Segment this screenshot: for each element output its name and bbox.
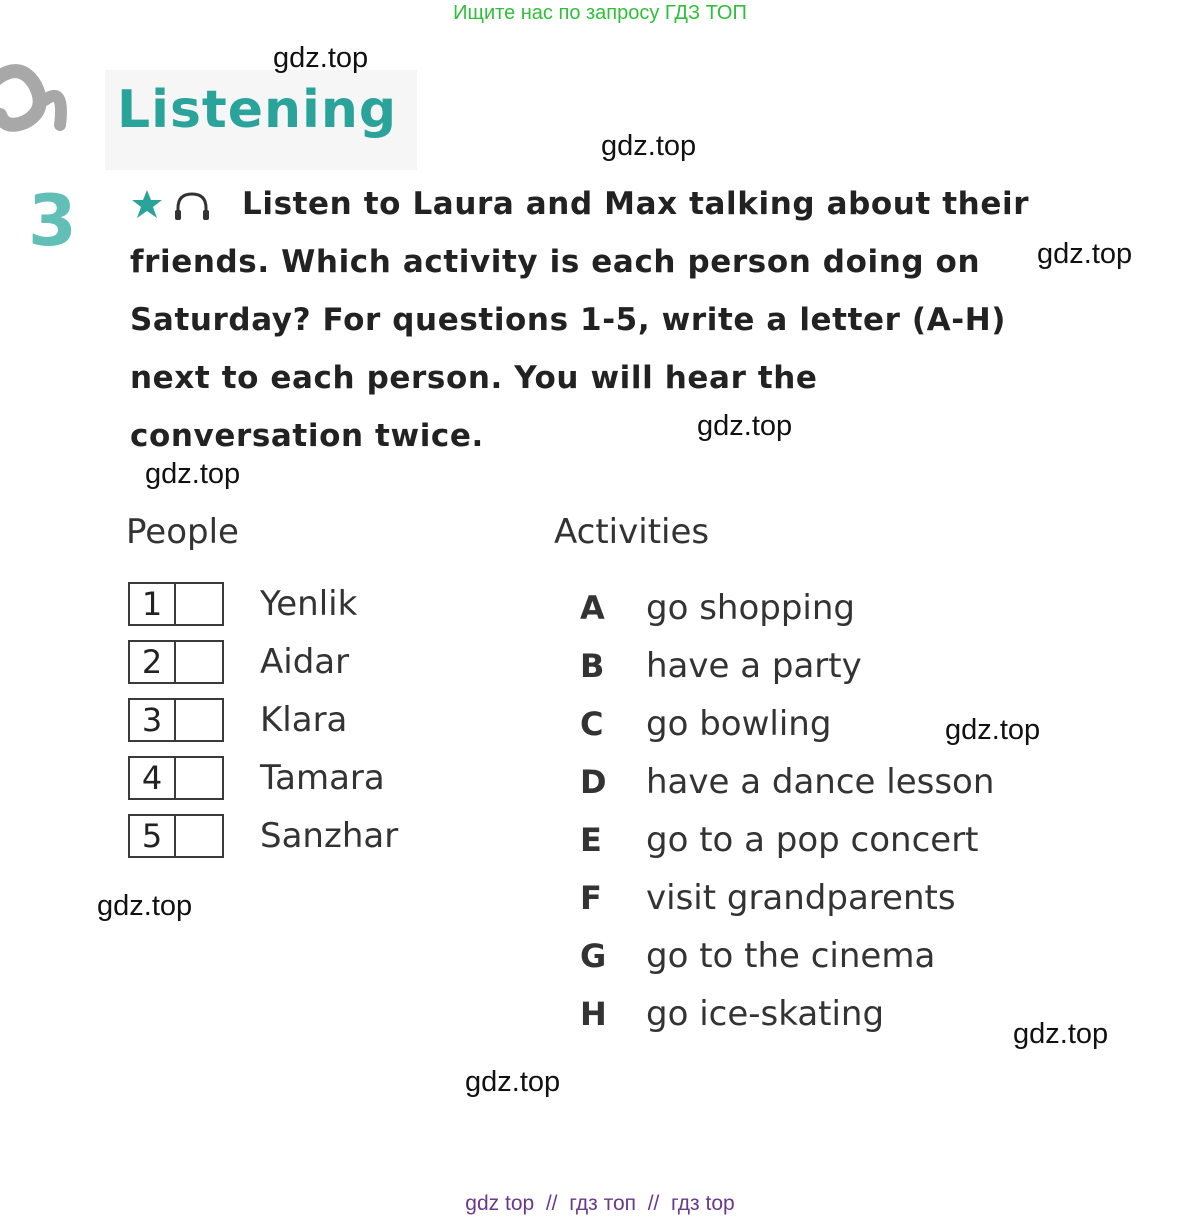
activity-text: go shopping: [646, 588, 855, 628]
question-number: 5: [130, 816, 176, 856]
answer-blank[interactable]: [176, 758, 222, 798]
instruction-line-4: next to each person. You will hear the: [130, 360, 818, 396]
squiggle-decoration-icon: [0, 30, 80, 140]
watermark: gdz.top: [145, 458, 241, 490]
question-number: 3: [130, 700, 176, 740]
watermark: gdz.top: [945, 714, 1041, 746]
watermark: gdz.top: [465, 1066, 561, 1098]
person-name: Tamara: [260, 758, 385, 798]
activity-letter: D: [580, 763, 607, 801]
activities-heading: Activities: [554, 512, 710, 552]
activity-letter: C: [580, 705, 604, 743]
activity-text: have a dance lesson: [646, 762, 995, 802]
activity-letter: F: [580, 879, 602, 917]
activity-text: have a party: [646, 646, 862, 686]
answer-box[interactable]: [128, 698, 224, 742]
activity-letter: B: [580, 647, 605, 685]
answer-box[interactable]: [128, 814, 224, 858]
top-banner: Ищите нас по запросу ГДЗ ТОП: [453, 2, 747, 24]
section-title: Listening: [117, 80, 398, 140]
activity-letter: A: [580, 589, 605, 627]
answer-box[interactable]: [128, 756, 224, 800]
activity-letter: E: [580, 821, 602, 859]
answer-blank[interactable]: [176, 584, 222, 624]
person-name: Klara: [260, 700, 348, 740]
activity-text: go to the cinema: [646, 936, 936, 976]
instruction-line-3: Saturday? For questions 1-5, write a letter (A-H): [130, 302, 1007, 338]
activity-letter: G: [580, 937, 607, 975]
activity-text: go bowling: [646, 704, 832, 744]
star-icon: [132, 190, 162, 218]
instruction-line-5: conversation twice.: [130, 418, 484, 454]
person-name: Sanzhar: [260, 816, 399, 856]
activity-text: go to a pop concert: [646, 820, 979, 860]
question-number: 1: [130, 584, 176, 624]
watermark: gdz.top: [697, 410, 793, 442]
question-number: 4: [130, 758, 176, 798]
watermark: gdz.top: [1013, 1018, 1109, 1050]
watermark: gdz.top: [97, 890, 193, 922]
activity-text: visit grandparents: [646, 878, 956, 918]
people-heading: People: [126, 512, 239, 552]
watermark: gdz.top: [1037, 238, 1133, 270]
person-name: Aidar: [260, 642, 350, 682]
answer-box[interactable]: [128, 640, 224, 684]
question-number: 2: [130, 642, 176, 682]
headphones-icon: [175, 194, 209, 220]
footer-links[interactable]: gdz top // гдз топ // гдз top: [465, 1192, 735, 1215]
person-name: Yenlik: [260, 584, 358, 624]
watermark: gdz.top: [601, 130, 697, 162]
answer-box[interactable]: [128, 582, 224, 626]
activity-letter: H: [580, 995, 607, 1033]
task-number: 3: [28, 180, 77, 262]
instruction-line-2: friends. Which activity is each person doing on: [130, 244, 981, 280]
activity-text: go ice-skating: [646, 994, 885, 1034]
instruction-line-1: Listen to Laura and Max talking about their: [242, 186, 1030, 222]
watermark: gdz.top: [273, 42, 369, 74]
answer-blank[interactable]: [176, 700, 222, 740]
task-icons: [130, 186, 225, 226]
answer-blank[interactable]: [176, 816, 222, 856]
answer-blank[interactable]: [176, 642, 222, 682]
